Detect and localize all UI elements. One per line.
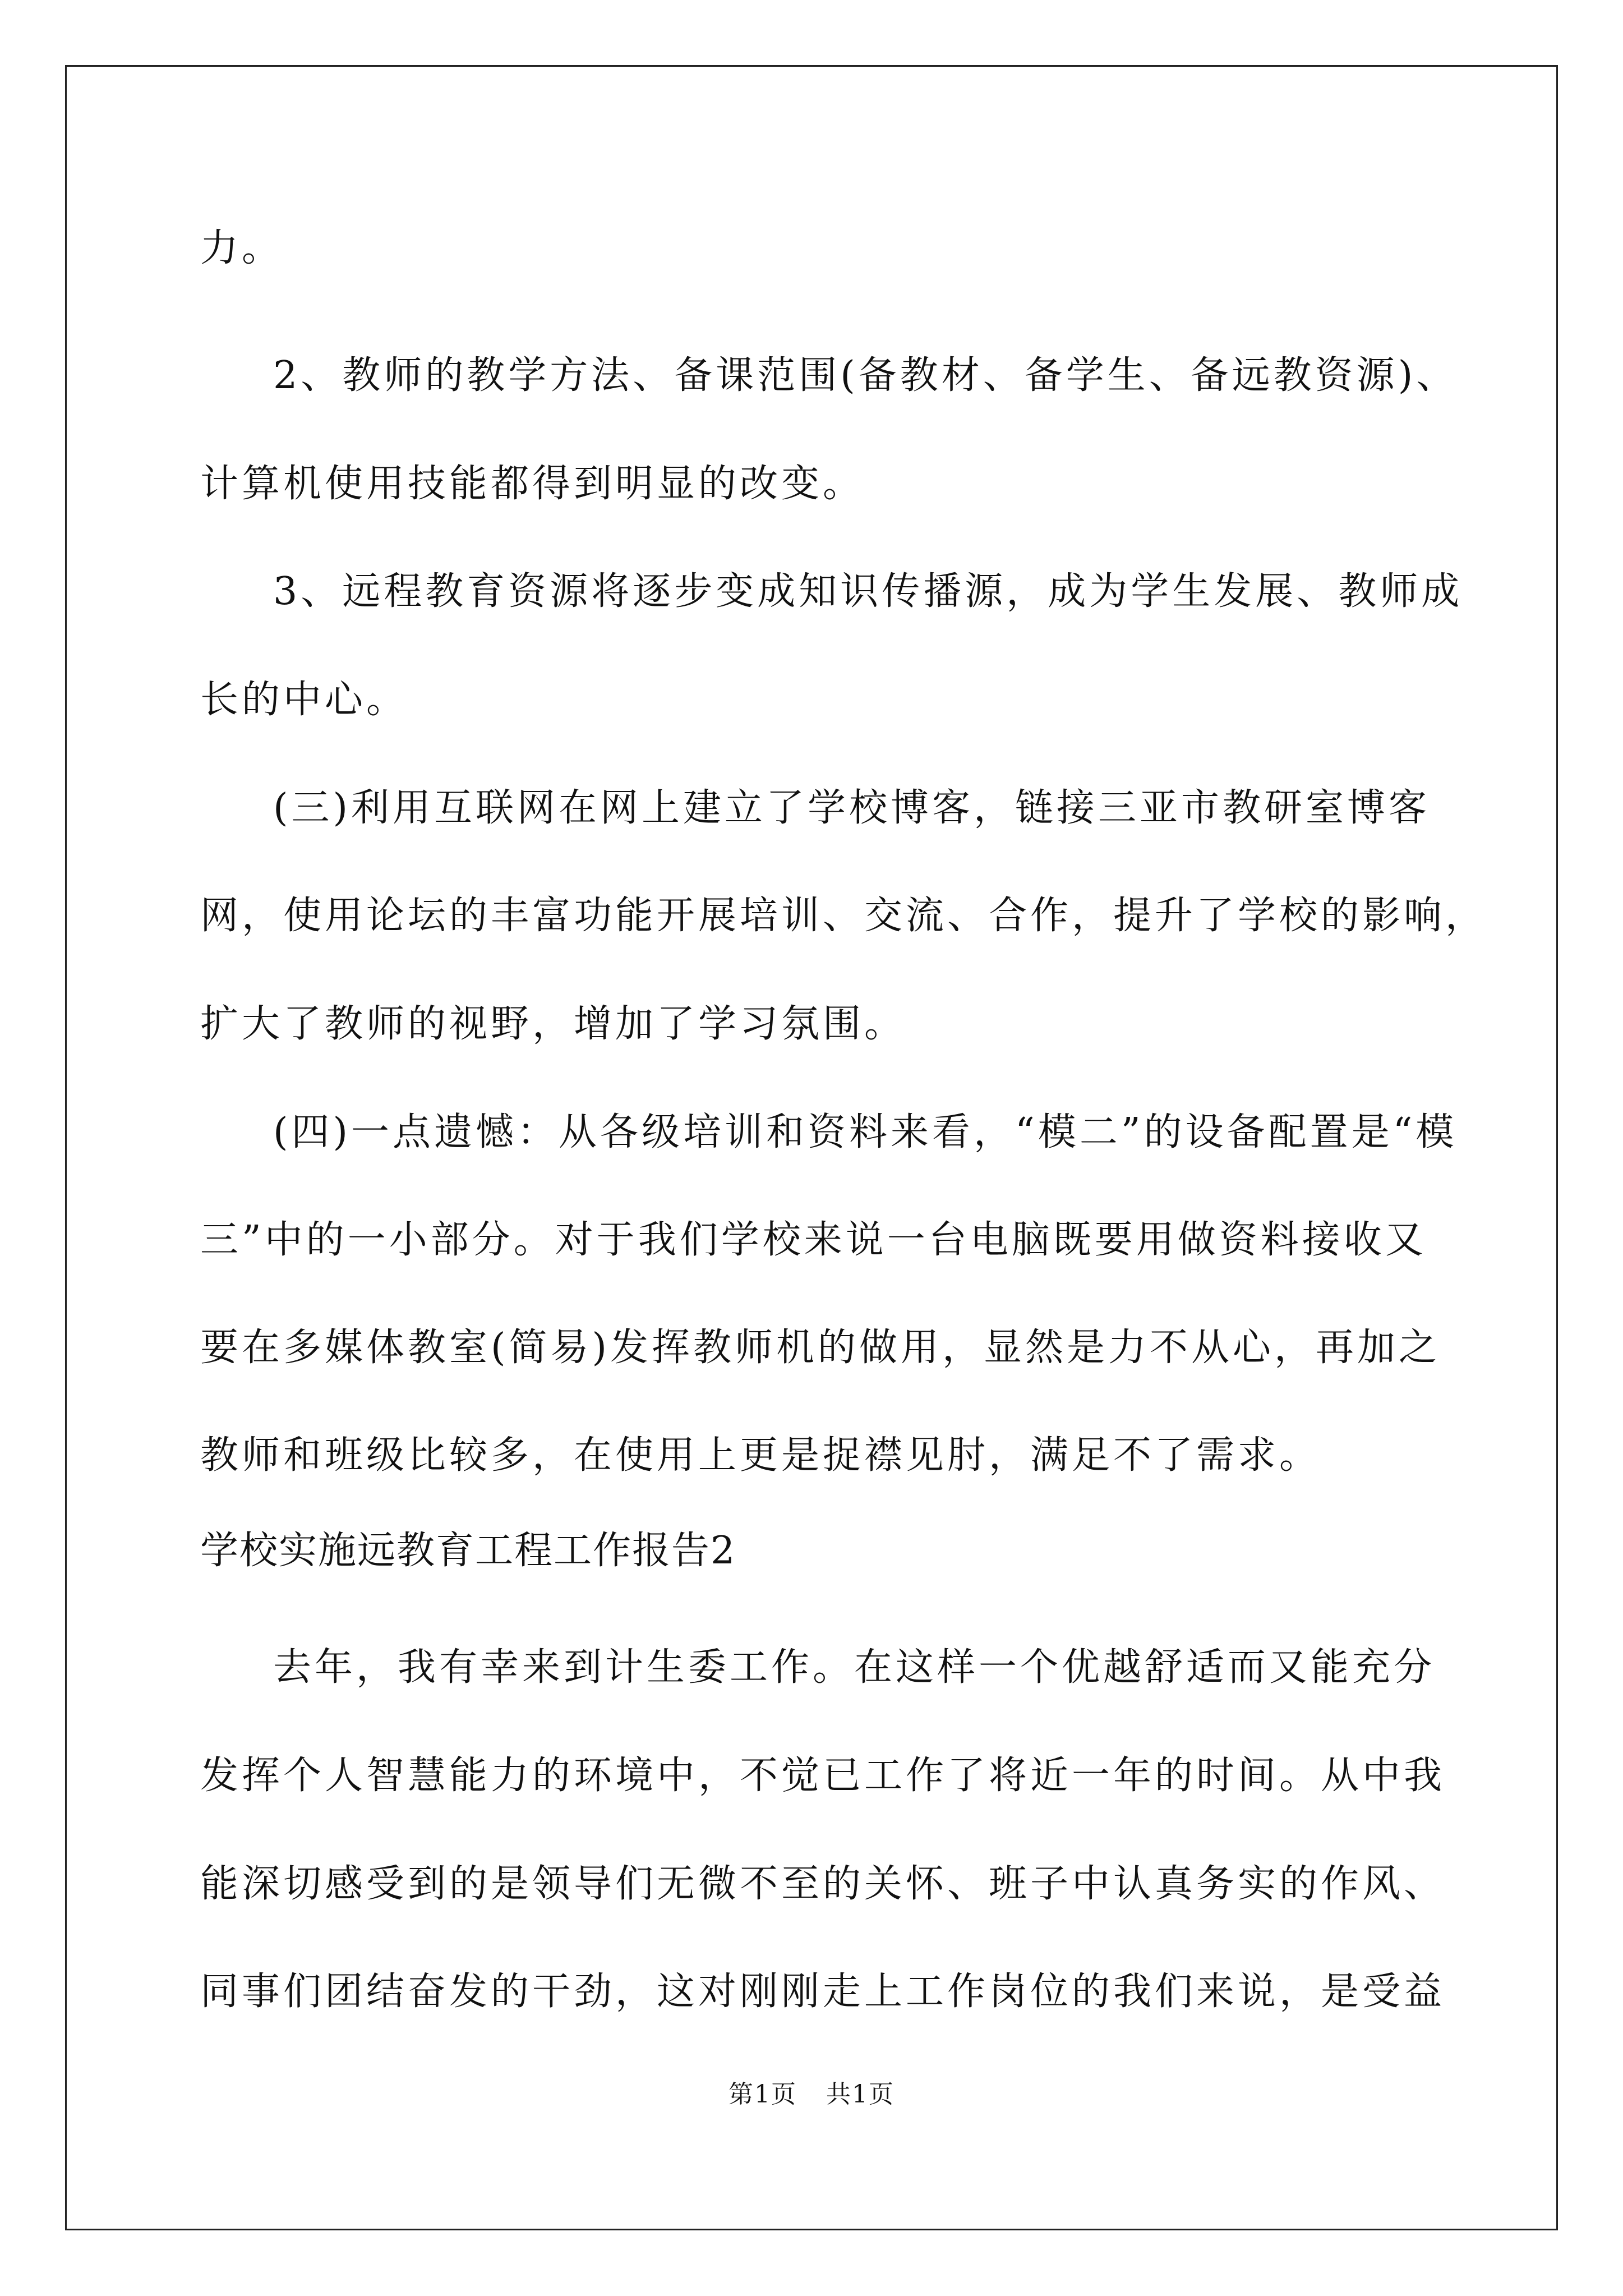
text-line: 计算机使用技能都得到明显的改变。 [200, 462, 865, 506]
text-line: 发挥个人智慧能力的环境中，不觉已工作了将近一年的时间。从中我 [200, 1754, 1446, 1798]
text-line: 能深切感受到的是领导们无微不至的关怀、班子中认真务实的作风、 [200, 1862, 1446, 1906]
text-line: 三”中的一小部分。对于我们学校来说一台电脑既要用做资料接收又 [200, 1218, 1427, 1262]
page-number-total: 共1页 [826, 2080, 895, 2109]
section-heading: 学校实施远教育工程工作报告2 [200, 1529, 736, 1573]
text-line: (三)利用互联网在网上建立了学校博客，链接三亚市教研室博客 [273, 786, 1431, 830]
text-line: 3、远程教育资源将逐步变成知识传播源，成为学生发展、教师成 [273, 569, 1463, 614]
text-line: 要在多媒体教室(简易)发挥教师机的做用，显然是力不从心，再加之 [200, 1326, 1441, 1370]
text-line: 力。 [200, 226, 284, 270]
text-line: 扩大了教师的视野，增加了学习氛围。 [200, 1002, 906, 1046]
text-line: 2、教师的教学方法、备课范围(备教材、备学生、备远教资源)、 [273, 353, 1458, 398]
text-line: 网，使用论坛的丰富功能开展培训、交流、合作，提升了学校的影响， [200, 894, 1487, 938]
page-number-current: 第1页 [728, 2080, 797, 2109]
text-line: (四)一点遗憾：从各级培训和资料来看，“模二”的设备配置是“模 [273, 1110, 1458, 1154]
text-line: 教师和班级比较多，在使用上更是捉襟见肘，满足不了需求。 [200, 1433, 1321, 1478]
text-line: 长的中心。 [200, 678, 408, 722]
text-line: 去年，我有幸来到计生委工作。在这样一个优越舒适而又能充分 [273, 1645, 1436, 1690]
text-line: 同事们团结奋发的干劲，这对刚刚走上工作岗位的我们来说，是受益 [200, 1970, 1446, 2014]
page-footer [0, 2078, 1623, 2111]
